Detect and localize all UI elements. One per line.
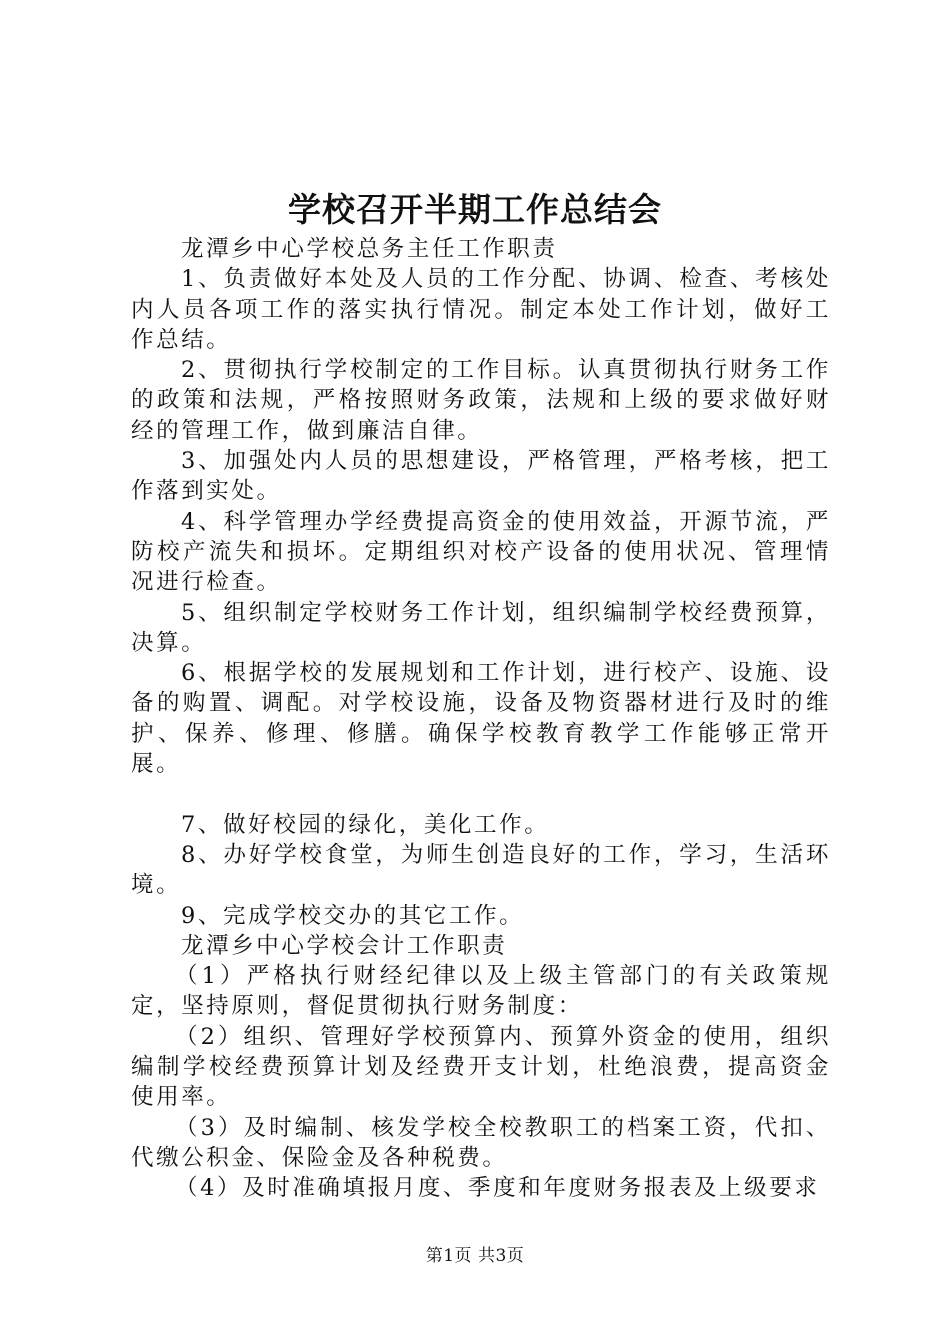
paragraph-item-1: 1、负责做好本处及人员的工作分配、协调、检查、考核处内人员各项工作的落实执行情况。制定本处工作计划，做好工作总结。 xyxy=(131,266,831,353)
page-number-footer: 第1页 共3页 xyxy=(425,1246,525,1266)
paragraph-duty-3: （3）及时编制、核发学校全校教职工的档案工资，代扣、代缴公积金、保险金及各种税费。 xyxy=(131,1114,831,1171)
paragraph-spacer xyxy=(131,779,831,809)
paragraph-item-9: 9、完成学校交办的其它工作。 xyxy=(181,902,525,929)
paragraph-item-3: 3、加强处内人员的思想建设，严格管理，严格考核，把工作落到实处。 xyxy=(131,448,831,505)
paragraph-duty-2: （2）组织、管理好学校预算内、预算外资金的使用，组织编制学校经费预算计划及经费开支计划，杜绝浪费，提高资金使用率。 xyxy=(131,1023,831,1111)
document-body xyxy=(131,234,831,1204)
paragraph-item-4: 4、科学管理办学经费提高资金的使用效益，开源节流，严防校产流失和损坏。定期组织对校产设备的使用状况、管理情况进行检查。 xyxy=(131,508,831,596)
paragraph-item-2: 2、贯彻执行学校制定的工作目标。认真贯彻执行财务工作的政策和法规，严格按照财务政策，法规和上级的要求做好财经的管理工作，做到廉洁自律。 xyxy=(131,357,831,444)
paragraph-duty-4: （4）及时准确填报月度、季度和年度财务报表及上级要求 xyxy=(175,1175,820,1202)
paragraph-item-8: 8、办好学校食堂，为师生创造良好的工作，学习，生活环境。 xyxy=(131,841,831,899)
section-heading-general-affairs: 龙潭乡中心学校总务主任工作职责 xyxy=(181,236,558,262)
document-title: 学校召开半期工作总结会 xyxy=(288,190,662,229)
paragraph-item-5: 5、组织制定学校财务工作计划，组织编制学校经费预算，决算。 xyxy=(131,599,831,656)
paragraph-duty-1: （1）严格执行财经纪律以及上级主管部门的有关政策规定，坚持原则，督促贯彻执行财务制度： xyxy=(131,963,831,1020)
section-heading-accountant: 龙潭乡中心学校会计工作职责 xyxy=(181,932,508,959)
paragraph-item-7: 7、做好校园的绿化，美化工作。 xyxy=(181,811,550,838)
paragraph-item-6: 6、根据学校的发展规划和工作计划，进行校产、设施、设备的购置、调配。对学校设施，设备及物资器材进行及时的维护、保养、修理、修膳。确保学校教育教学工作能够正常开展。 xyxy=(131,660,831,778)
